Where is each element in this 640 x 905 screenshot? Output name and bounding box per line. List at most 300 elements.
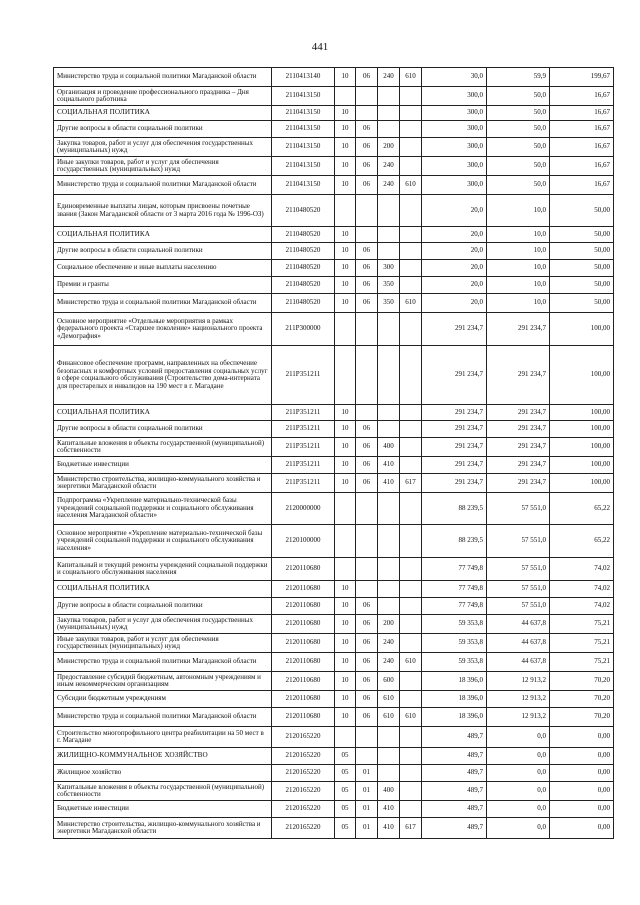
subsection-cell: 06 [356, 176, 378, 195]
subsection-cell: 06 [356, 294, 378, 313]
table-row [54, 818, 614, 839]
subsection-cell: 06 [356, 138, 378, 157]
table-row [54, 227, 614, 243]
department-code-cell [400, 457, 422, 474]
target-code-cell: 2120110680 [272, 558, 335, 581]
expense-type-cell: 410 [378, 474, 400, 493]
table-row [54, 87, 614, 106]
row-name-cell: Социальное обеспечение и иные выплаты населению [54, 260, 272, 277]
percent-cell: 50,00 [550, 277, 614, 294]
department-code-cell: 617 [400, 818, 422, 839]
department-code-cell: 610 [400, 68, 422, 87]
section-cell: 10 [335, 243, 356, 260]
executed-amount-cell: 50,0 [487, 157, 550, 176]
table-row [54, 277, 614, 294]
executed-amount-cell: 44 637,8 [487, 653, 550, 672]
subsection-cell: 06 [356, 243, 378, 260]
row-name-cell: Министерство труда и социальной политики Магаданской области [54, 176, 272, 195]
department-code-cell [400, 672, 422, 691]
target-code-cell: 2120110680 [272, 708, 335, 727]
expense-type-cell: 410 [378, 457, 400, 474]
department-code-cell [400, 438, 422, 457]
table-row [54, 405, 614, 421]
table-row [54, 727, 614, 748]
percent-cell: 16,67 [550, 157, 614, 176]
table-row [54, 581, 614, 598]
section-cell: 05 [335, 748, 356, 765]
subsection-cell: 06 [356, 260, 378, 277]
percent-cell: 75,21 [550, 615, 614, 634]
executed-amount-cell: 57 551,0 [487, 581, 550, 598]
percent-cell: 70,20 [550, 672, 614, 691]
table-row [54, 708, 614, 727]
executed-amount-cell: 50,0 [487, 106, 550, 121]
expense-type-cell [378, 227, 400, 243]
row-name-cell: Министерство труда и социальной политики Магаданской области [54, 68, 272, 87]
percent-cell: 100,00 [550, 474, 614, 493]
table-row [54, 474, 614, 493]
executed-amount-cell: 59,9 [487, 68, 550, 87]
row-name-cell: Капитальные вложения в объекты государственной (муниципальной) собственности [54, 438, 272, 457]
percent-cell: 65,22 [550, 493, 614, 525]
table-row [54, 106, 614, 121]
department-code-cell [400, 493, 422, 525]
section-cell: 10 [335, 138, 356, 157]
section-cell: 10 [335, 121, 356, 138]
department-code-cell [400, 691, 422, 708]
expense-type-cell: 300 [378, 260, 400, 277]
subsection-cell [356, 581, 378, 598]
row-name-cell: Единовременные выплаты лицам, которым присвоены почетные звания (Закон Магаданской области от 3 марта 2016 года № 1996-ОЗ) [54, 195, 272, 227]
department-code-cell [400, 748, 422, 765]
section-cell: 10 [335, 405, 356, 421]
percent-cell: 70,20 [550, 691, 614, 708]
subsection-cell: 06 [356, 653, 378, 672]
expense-type-cell: 610 [378, 691, 400, 708]
target-code-cell: 211P351211 [272, 438, 335, 457]
target-code-cell: 211P351211 [272, 405, 335, 421]
section-cell [335, 558, 356, 581]
expense-type-cell [378, 121, 400, 138]
expense-type-cell [378, 106, 400, 121]
expense-type-cell [378, 405, 400, 421]
executed-amount-cell: 44 637,8 [487, 634, 550, 653]
planned-amount-cell: 489,7 [422, 782, 487, 801]
percent-cell: 74,02 [550, 598, 614, 615]
expense-type-cell [378, 598, 400, 615]
section-cell: 10 [335, 227, 356, 243]
subsection-cell: 06 [356, 68, 378, 87]
row-name-cell: Другие вопросы в области социальной политики [54, 121, 272, 138]
subsection-cell [356, 525, 378, 558]
executed-amount-cell: 50,0 [487, 176, 550, 195]
department-code-cell [400, 727, 422, 748]
target-code-cell: 2110480520 [272, 277, 335, 294]
subsection-cell: 06 [356, 157, 378, 176]
planned-amount-cell: 300,0 [422, 121, 487, 138]
table-row [54, 313, 614, 346]
target-code-cell: 2110480520 [272, 260, 335, 277]
section-cell: 10 [335, 598, 356, 615]
executed-amount-cell: 57 551,0 [487, 493, 550, 525]
department-code-cell [400, 615, 422, 634]
table-row [54, 260, 614, 277]
percent-cell: 75,21 [550, 653, 614, 672]
expense-type-cell: 400 [378, 438, 400, 457]
row-name-cell: Министерство труда и социальной политики Магаданской области [54, 708, 272, 727]
planned-amount-cell: 88 239,5 [422, 525, 487, 558]
target-code-cell: 2120110680 [272, 581, 335, 598]
executed-amount-cell: 0,0 [487, 748, 550, 765]
department-code-cell [400, 634, 422, 653]
expense-type-cell [378, 243, 400, 260]
section-cell: 10 [335, 157, 356, 176]
row-name-cell: Премии и гранты [54, 277, 272, 294]
section-cell: 10 [335, 421, 356, 438]
subsection-cell [356, 106, 378, 121]
subsection-cell: 01 [356, 801, 378, 818]
target-code-cell: 2120165220 [272, 818, 335, 839]
percent-cell: 16,67 [550, 87, 614, 106]
target-code-cell: 2110480520 [272, 243, 335, 260]
executed-amount-cell: 10,0 [487, 260, 550, 277]
section-cell: 10 [335, 106, 356, 121]
executed-amount-cell: 50,0 [487, 87, 550, 106]
table-body [54, 68, 614, 839]
planned-amount-cell: 291 234,7 [422, 313, 487, 346]
target-code-cell: 2110413150 [272, 87, 335, 106]
percent-cell: 100,00 [550, 438, 614, 457]
row-name-cell: Основное мероприятие «Укрепление материально-технической базы учреждений социальной поддержки и социального обслуживания населения» [54, 525, 272, 558]
expense-type-cell [378, 313, 400, 346]
expense-type-cell [378, 558, 400, 581]
planned-amount-cell: 18 396,0 [422, 691, 487, 708]
executed-amount-cell: 0,0 [487, 765, 550, 782]
percent-cell: 0,00 [550, 727, 614, 748]
target-code-cell: 2110413150 [272, 121, 335, 138]
budget-table [53, 67, 614, 839]
target-code-cell: 2120110680 [272, 615, 335, 634]
expense-type-cell [378, 87, 400, 106]
percent-cell: 100,00 [550, 405, 614, 421]
expense-type-cell: 200 [378, 138, 400, 157]
department-code-cell [400, 801, 422, 818]
table-row [54, 346, 614, 405]
executed-amount-cell: 10,0 [487, 195, 550, 227]
planned-amount-cell: 291 234,7 [422, 438, 487, 457]
percent-cell: 50,00 [550, 227, 614, 243]
percent-cell: 70,20 [550, 708, 614, 727]
percent-cell: 50,00 [550, 260, 614, 277]
row-name-cell: Министерство труда и социальной политики Магаданской области [54, 294, 272, 313]
section-cell [335, 525, 356, 558]
department-code-cell [400, 157, 422, 176]
section-cell: 10 [335, 653, 356, 672]
expense-type-cell [378, 765, 400, 782]
row-name-cell: Министерство строительства, жилищно-коммунального хозяйства и энергетики Магаданской области [54, 818, 272, 839]
expense-type-cell: 240 [378, 157, 400, 176]
percent-cell: 74,02 [550, 581, 614, 598]
target-code-cell: 211P351211 [272, 421, 335, 438]
executed-amount-cell: 291 234,7 [487, 438, 550, 457]
table-row [54, 121, 614, 138]
row-name-cell: Субсидии бюджетным учреждениям [54, 691, 272, 708]
row-name-cell: Финансовое обеспечение программ, направленных на обеспечение безопасных и комфортных условий предоставления социальных услуг в сфере социального обслуживания (Строительство дома-интерната для престарелых и инвалидов на 190 мест в г. Магадане [54, 346, 272, 405]
department-code-cell [400, 243, 422, 260]
department-code-cell [400, 313, 422, 346]
row-name-cell: Строительство многопрофильного центра реабилитации на 50 мест в г. Магадане [54, 727, 272, 748]
department-code-cell [400, 106, 422, 121]
planned-amount-cell: 489,7 [422, 818, 487, 839]
executed-amount-cell: 291 234,7 [487, 421, 550, 438]
row-name-cell: Бюджетные инвестиции [54, 801, 272, 818]
target-code-cell: 2120100000 [272, 525, 335, 558]
subsection-cell: 06 [356, 457, 378, 474]
planned-amount-cell: 291 234,7 [422, 474, 487, 493]
department-code-cell: 610 [400, 708, 422, 727]
expense-type-cell: 410 [378, 801, 400, 818]
row-name-cell: Подпрограмма «Укрепление материально-технической базы учреждений социальной поддержки и социального обслуживания населения Магаданской области» [54, 493, 272, 525]
target-code-cell: 2120110680 [272, 653, 335, 672]
subsection-cell [356, 727, 378, 748]
table-row [54, 615, 614, 634]
row-name-cell: Иные закупки товаров, работ и услуг для обеспечения государственных (муниципальных) нужд [54, 634, 272, 653]
section-cell: 05 [335, 765, 356, 782]
percent-cell: 0,00 [550, 765, 614, 782]
table-row [54, 157, 614, 176]
expense-type-cell [378, 525, 400, 558]
subsection-cell: 01 [356, 818, 378, 839]
target-code-cell: 2120165220 [272, 765, 335, 782]
executed-amount-cell: 291 234,7 [487, 474, 550, 493]
target-code-cell: 211P351211 [272, 346, 335, 405]
department-code-cell [400, 581, 422, 598]
table-row [54, 294, 614, 313]
executed-amount-cell: 57 551,0 [487, 598, 550, 615]
planned-amount-cell: 300,0 [422, 157, 487, 176]
section-cell: 10 [335, 708, 356, 727]
subsection-cell: 06 [356, 615, 378, 634]
row-name-cell: Министерство строительства, жилищно-коммунального хозяйства и энергетики Магаданской области [54, 474, 272, 493]
table-row [54, 176, 614, 195]
planned-amount-cell: 59 353,8 [422, 653, 487, 672]
table-row [54, 138, 614, 157]
section-cell: 10 [335, 615, 356, 634]
table-row [54, 493, 614, 525]
planned-amount-cell: 20,0 [422, 294, 487, 313]
department-code-cell [400, 138, 422, 157]
target-code-cell: 2110480520 [272, 294, 335, 313]
expense-type-cell: 410 [378, 818, 400, 839]
expense-type-cell [378, 493, 400, 525]
subsection-cell [356, 405, 378, 421]
expense-type-cell: 600 [378, 672, 400, 691]
department-code-cell: 610 [400, 176, 422, 195]
table-row [54, 243, 614, 260]
table-row [54, 691, 614, 708]
planned-amount-cell: 77 749,8 [422, 598, 487, 615]
executed-amount-cell: 10,0 [487, 277, 550, 294]
subsection-cell: 06 [356, 421, 378, 438]
planned-amount-cell: 18 396,0 [422, 672, 487, 691]
target-code-cell: 2120165220 [272, 727, 335, 748]
table-row [54, 457, 614, 474]
section-cell [335, 346, 356, 405]
target-code-cell: 2120110680 [272, 634, 335, 653]
subsection-cell: 06 [356, 672, 378, 691]
subsection-cell: 06 [356, 634, 378, 653]
section-cell [335, 493, 356, 525]
table-row [54, 421, 614, 438]
section-cell [335, 87, 356, 106]
expense-type-cell: 240 [378, 634, 400, 653]
executed-amount-cell: 10,0 [487, 227, 550, 243]
expense-type-cell [378, 748, 400, 765]
target-code-cell: 2120165220 [272, 782, 335, 801]
section-cell [335, 195, 356, 227]
department-code-cell [400, 421, 422, 438]
target-code-cell: 2110413150 [272, 176, 335, 195]
executed-amount-cell: 12 913,2 [487, 672, 550, 691]
row-name-cell: ЖИЛИЩНО-КОММУНАЛЬНОЕ ХОЗЯЙСТВО [54, 748, 272, 765]
planned-amount-cell: 20,0 [422, 243, 487, 260]
target-code-cell: 2120000000 [272, 493, 335, 525]
percent-cell: 75,21 [550, 634, 614, 653]
planned-amount-cell: 489,7 [422, 765, 487, 782]
executed-amount-cell: 57 551,0 [487, 558, 550, 581]
department-code-cell [400, 598, 422, 615]
target-code-cell: 2110480520 [272, 195, 335, 227]
subsection-cell [356, 748, 378, 765]
executed-amount-cell: 291 234,7 [487, 457, 550, 474]
section-cell: 05 [335, 801, 356, 818]
section-cell: 10 [335, 691, 356, 708]
expense-type-cell: 350 [378, 294, 400, 313]
expense-type-cell [378, 581, 400, 598]
subsection-cell: 01 [356, 765, 378, 782]
executed-amount-cell: 0,0 [487, 801, 550, 818]
department-code-cell: 610 [400, 294, 422, 313]
executed-amount-cell: 44 637,8 [487, 615, 550, 634]
planned-amount-cell: 291 234,7 [422, 346, 487, 405]
department-code-cell: 610 [400, 653, 422, 672]
planned-amount-cell: 300,0 [422, 138, 487, 157]
executed-amount-cell: 0,0 [487, 818, 550, 839]
percent-cell: 0,00 [550, 818, 614, 839]
expense-type-cell: 200 [378, 615, 400, 634]
executed-amount-cell: 291 234,7 [487, 313, 550, 346]
target-code-cell: 2120165220 [272, 801, 335, 818]
section-cell: 10 [335, 438, 356, 457]
department-code-cell [400, 346, 422, 405]
planned-amount-cell: 300,0 [422, 106, 487, 121]
department-code-cell [400, 277, 422, 294]
department-code-cell [400, 121, 422, 138]
planned-amount-cell: 489,7 [422, 748, 487, 765]
percent-cell: 16,67 [550, 106, 614, 121]
target-code-cell: 2110413150 [272, 138, 335, 157]
planned-amount-cell: 30,0 [422, 68, 487, 87]
planned-amount-cell: 291 234,7 [422, 405, 487, 421]
planned-amount-cell: 59 353,8 [422, 615, 487, 634]
subsection-cell [356, 346, 378, 405]
row-name-cell: СОЦИАЛЬНАЯ ПОЛИТИКА [54, 106, 272, 121]
percent-cell: 100,00 [550, 457, 614, 474]
section-cell: 10 [335, 176, 356, 195]
row-name-cell: Закупка товаров, работ и услуг для обеспечения государственных (муниципальных) нужд [54, 615, 272, 634]
percent-cell: 16,67 [550, 138, 614, 157]
table-row [54, 634, 614, 653]
planned-amount-cell: 291 234,7 [422, 457, 487, 474]
executed-amount-cell: 10,0 [487, 294, 550, 313]
department-code-cell [400, 558, 422, 581]
row-name-cell: СОЦИАЛЬНАЯ ПОЛИТИКА [54, 227, 272, 243]
planned-amount-cell: 59 353,8 [422, 634, 487, 653]
percent-cell: 74,02 [550, 558, 614, 581]
department-code-cell: 617 [400, 474, 422, 493]
department-code-cell [400, 195, 422, 227]
table-row [54, 748, 614, 765]
planned-amount-cell: 20,0 [422, 195, 487, 227]
executed-amount-cell: 50,0 [487, 121, 550, 138]
row-name-cell: Министерство труда и социальной политики Магаданской области [54, 653, 272, 672]
percent-cell: 0,00 [550, 748, 614, 765]
percent-cell: 65,22 [550, 525, 614, 558]
target-code-cell: 2110413140 [272, 68, 335, 87]
target-code-cell: 2110480520 [272, 227, 335, 243]
target-code-cell: 211P351211 [272, 457, 335, 474]
section-cell: 10 [335, 672, 356, 691]
subsection-cell [356, 558, 378, 581]
planned-amount-cell: 489,7 [422, 727, 487, 748]
percent-cell: 16,67 [550, 121, 614, 138]
expense-type-cell [378, 195, 400, 227]
target-code-cell: 2120110680 [272, 672, 335, 691]
percent-cell: 50,00 [550, 195, 614, 227]
target-code-cell: 211P351211 [272, 474, 335, 493]
row-name-cell: Закупка товаров, работ и услуг для обеспечения государственных (муниципальных) нужд [54, 138, 272, 157]
row-name-cell: Другие вопросы в области социальной политики [54, 598, 272, 615]
executed-amount-cell: 10,0 [487, 243, 550, 260]
subsection-cell: 06 [356, 708, 378, 727]
row-name-cell: Предоставление субсидий бюджетным, автономным учреждениям и иным некоммерческим организациям [54, 672, 272, 691]
section-cell: 10 [335, 457, 356, 474]
percent-cell: 0,00 [550, 801, 614, 818]
subsection-cell: 06 [356, 438, 378, 457]
table-row [54, 558, 614, 581]
row-name-cell: Капитальный и текущий ремонты учреждений социальной поддержки и социального обслуживания населения [54, 558, 272, 581]
table-row [54, 525, 614, 558]
percent-cell: 0,00 [550, 782, 614, 801]
subsection-cell: 06 [356, 121, 378, 138]
planned-amount-cell: 88 239,5 [422, 493, 487, 525]
percent-cell: 100,00 [550, 346, 614, 405]
executed-amount-cell: 50,0 [487, 138, 550, 157]
target-code-cell: 2110413150 [272, 157, 335, 176]
executed-amount-cell: 0,0 [487, 782, 550, 801]
expense-type-cell: 240 [378, 653, 400, 672]
percent-cell: 100,00 [550, 313, 614, 346]
department-code-cell [400, 260, 422, 277]
table-row [54, 195, 614, 227]
target-code-cell: 2120165220 [272, 748, 335, 765]
department-code-cell [400, 525, 422, 558]
row-name-cell: Иные закупки товаров, работ и услуг для обеспечения государственных (муниципальных) нужд [54, 157, 272, 176]
planned-amount-cell: 77 749,8 [422, 558, 487, 581]
expense-type-cell [378, 421, 400, 438]
table-row [54, 782, 614, 801]
executed-amount-cell: 12 913,2 [487, 708, 550, 727]
